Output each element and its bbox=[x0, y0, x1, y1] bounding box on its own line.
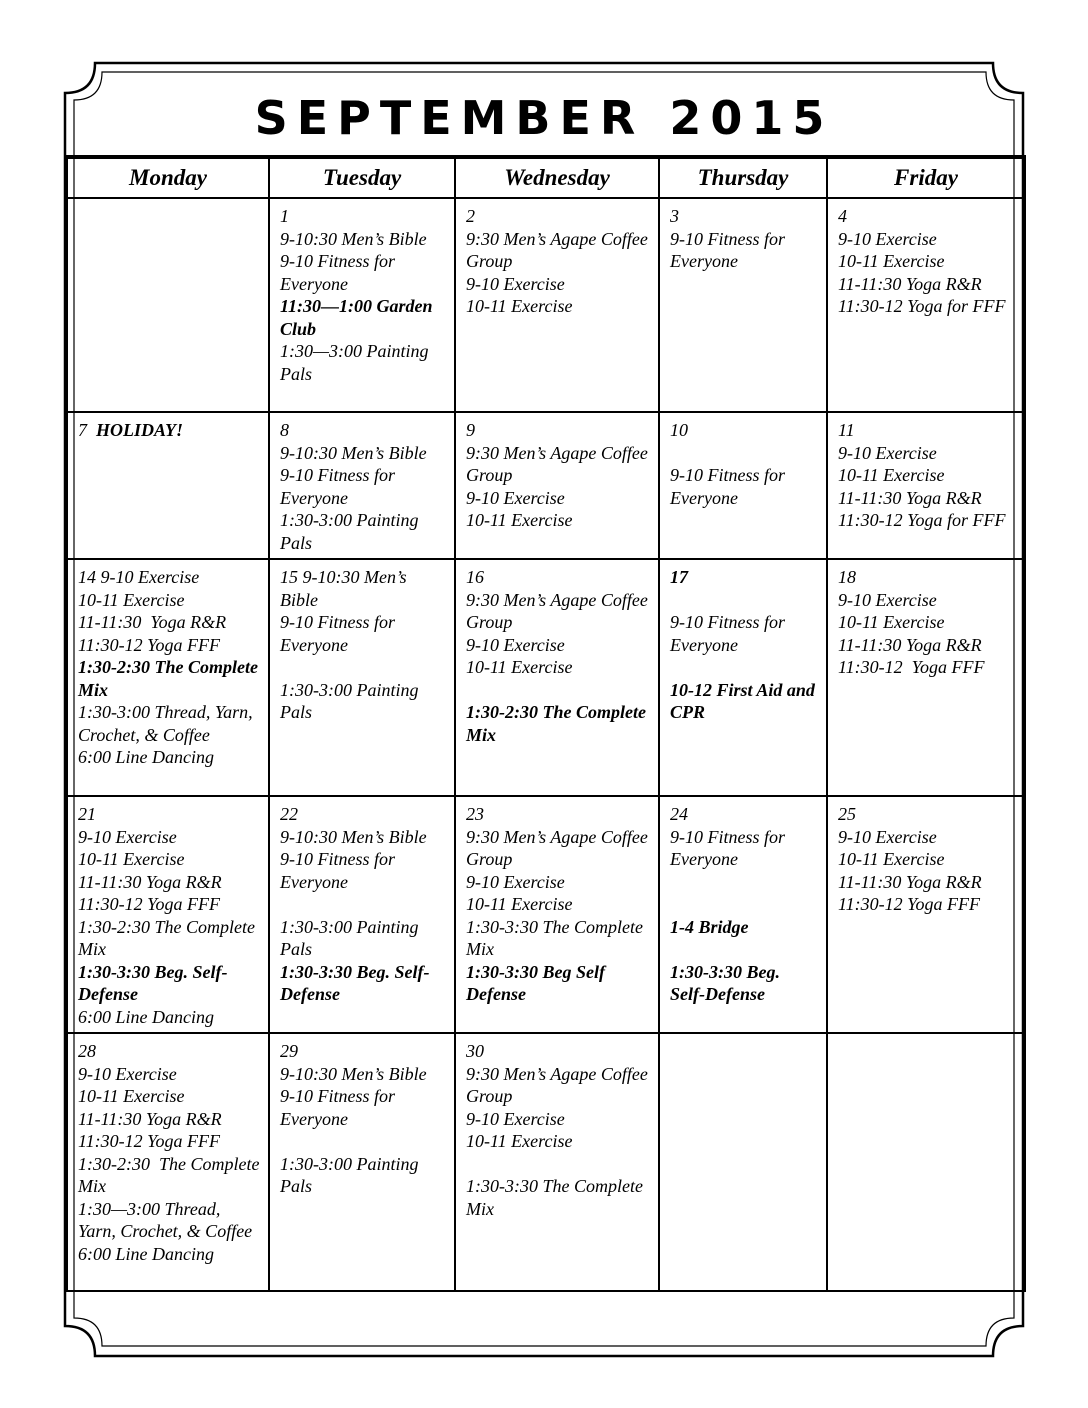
event-line: 11:30-12 Yoga FFF bbox=[78, 1131, 220, 1151]
day-cell-25 bbox=[827, 796, 1025, 1033]
event-line: 9:30 Men’s Agape Coffee Group bbox=[466, 1063, 653, 1106]
event-line: 9-10 Fitness for Everyone bbox=[670, 465, 790, 508]
day-number: 1 bbox=[280, 206, 289, 226]
day-number: 18 bbox=[838, 567, 856, 587]
event-line bbox=[670, 442, 818, 465]
day-cell-28 bbox=[67, 1033, 269, 1291]
event-line: 1:30-3:30 Beg. Self-Defense bbox=[78, 961, 228, 1004]
day-number: 10 bbox=[670, 420, 688, 440]
event-line: 11:30-12 Yoga FFF bbox=[78, 634, 220, 655]
event-line: 10-11 Exercise bbox=[78, 589, 185, 610]
event-line bbox=[280, 656, 446, 679]
event-line: 1:30-3:30 Beg. Self-Defense bbox=[280, 961, 430, 1004]
day-cell-22 bbox=[269, 796, 455, 1033]
event-line bbox=[670, 893, 818, 916]
event-line bbox=[280, 893, 446, 916]
day-cell-1 bbox=[269, 198, 455, 412]
day-number: 21 bbox=[78, 804, 96, 824]
day-cell-8 bbox=[269, 412, 455, 559]
event-line: 9-10 Exercise bbox=[100, 567, 200, 587]
event-line: 6:00 Line Dancing bbox=[78, 747, 214, 767]
day-number: 24 bbox=[670, 804, 688, 824]
day-number: 7 HOLIDAY! bbox=[78, 420, 184, 440]
day-cell-17 bbox=[659, 559, 827, 796]
event-line: 11-11:30 Yoga R&R bbox=[838, 634, 982, 655]
event-line: 9-10 Fitness for Everyone bbox=[280, 251, 400, 294]
day-number: 3 bbox=[670, 206, 679, 226]
event-line: 9:30 Men’s Agape Coffee Group bbox=[466, 228, 653, 271]
day-number: 8 bbox=[280, 420, 289, 440]
event-line bbox=[280, 1130, 446, 1153]
header-friday: Friday bbox=[827, 157, 1025, 198]
event-line: 9-10 Fitness for Everyone bbox=[670, 612, 790, 655]
event-line: 10-11 Exercise bbox=[838, 612, 945, 632]
event-line: 9-10:30 Men’s Bible bbox=[280, 228, 427, 249]
day-cell-11 bbox=[827, 412, 1025, 559]
event-line bbox=[670, 589, 818, 612]
event-line: 9-10 Exercise bbox=[78, 1063, 177, 1084]
event-line: 6:00 Line Dancing bbox=[78, 1006, 214, 1027]
event-line: 11:30—1:00 Garden Club bbox=[280, 296, 437, 339]
event-line: 11-11:30 Yoga R&R bbox=[838, 273, 982, 294]
event-line: 10-11 Exercise bbox=[838, 849, 945, 869]
day-number: 9 bbox=[466, 420, 475, 440]
week-row bbox=[67, 796, 1025, 1033]
event-line: 1:30-3:00 Painting Pals bbox=[280, 916, 423, 959]
event-line: 10-11 Exercise bbox=[78, 1086, 185, 1106]
event-line: 11-11:30 Yoga R&R bbox=[78, 871, 222, 892]
event-line: 10-11 Exercise bbox=[838, 251, 945, 271]
event-line: 11:30-12 Yoga for FFF bbox=[838, 510, 1006, 530]
event-line: 1-4 Bridge bbox=[670, 916, 749, 937]
event-line: 9-10 Exercise bbox=[466, 634, 565, 655]
day-number: 2 bbox=[466, 206, 475, 226]
event-line: 11:30-12 Yoga FFF bbox=[838, 657, 985, 677]
calendar-table bbox=[66, 155, 1026, 1292]
weekday-header-row bbox=[67, 157, 1025, 198]
event-line: 1:30-3:00 Painting Pals bbox=[280, 1153, 423, 1196]
event-line: 9-10 Fitness for Everyone bbox=[670, 228, 790, 271]
event-line: 11-11:30 Yoga R&R bbox=[838, 487, 982, 508]
event-line bbox=[466, 679, 650, 702]
event-line bbox=[466, 1153, 650, 1176]
day-cell-10 bbox=[659, 412, 827, 559]
event-line: 1:30-3:30 The Complete Mix bbox=[466, 1176, 648, 1219]
event-line: 9-10 Fitness for Everyone bbox=[280, 1086, 400, 1129]
event-line: 10-11 Exercise bbox=[466, 657, 573, 677]
event-line: 9-10 Exercise bbox=[466, 1108, 565, 1129]
event-line: 1:30-3:00 Painting Pals bbox=[280, 510, 423, 553]
event-line: 9-10 Fitness for Everyone bbox=[670, 826, 790, 869]
day-cell-4 bbox=[827, 198, 1025, 412]
day-cell-29 bbox=[269, 1033, 455, 1291]
event-line: 10-11 Exercise bbox=[466, 894, 573, 914]
event-line: 9-10:30 Men’s Bible bbox=[280, 442, 427, 463]
day-cell-3 bbox=[659, 198, 827, 412]
event-line: 1:30-3:30 Beg. Self-Defense bbox=[670, 961, 785, 1004]
day-cell-9 bbox=[455, 412, 659, 559]
event-line: 9-10 Exercise bbox=[838, 228, 937, 249]
event-line: 9:30 Men’s Agape Coffee Group bbox=[466, 589, 653, 632]
day-number: 15 9-10:30 Men’s Bible bbox=[280, 567, 412, 610]
day-number: 14 9-10 Exercise bbox=[78, 567, 200, 587]
event-line: 9:30 Men’s Agape Coffee Group bbox=[466, 442, 653, 485]
week-row bbox=[67, 198, 1025, 412]
event-line: 9-10 Exercise bbox=[466, 871, 565, 892]
day-cell-14 bbox=[67, 559, 269, 796]
event-line: 1:30—3:00 Painting Pals bbox=[280, 341, 433, 384]
event-line: 11:30-12 Yoga FFF bbox=[838, 894, 980, 914]
event-line: 9-10 Exercise bbox=[466, 273, 565, 294]
event-line: 9-10:30 Men’s Bible bbox=[280, 1063, 427, 1084]
event-line: 1:30-2:30 The Complete Mix bbox=[78, 916, 260, 959]
day-number: 29 bbox=[280, 1041, 298, 1061]
event-line: 9-10:30 Men’s Bible bbox=[280, 567, 412, 610]
event-line: 9:30 Men’s Agape Coffee Group bbox=[466, 826, 653, 869]
event-line: 1:30-3:00 Painting Pals bbox=[280, 679, 423, 722]
event-line: 1:30—3:00 Thread, Yarn, Crochet, & Coffee bbox=[78, 1198, 253, 1241]
day-cell-16 bbox=[455, 559, 659, 796]
day-number: 22 bbox=[280, 804, 298, 824]
event-line: 1:30-2:30 The Complete Mix bbox=[78, 1153, 264, 1196]
event-line: 6:00 Line Dancing bbox=[78, 1243, 214, 1264]
event-line: 1:30-3:00 Thread, Yarn, Crochet, & Coffee bbox=[78, 702, 258, 745]
day-cell-15 bbox=[269, 559, 455, 796]
event-line: 10-11 Exercise bbox=[838, 465, 945, 485]
event-line: 9-10 Fitness for Everyone bbox=[280, 612, 400, 655]
empty-day-cell bbox=[659, 1033, 827, 1291]
day-number: 16 bbox=[466, 567, 484, 587]
event-line: 9-10 Fitness for Everyone bbox=[280, 849, 400, 892]
event-line: 11-11:30 Yoga R&R bbox=[78, 612, 227, 632]
event-line: 10-12 First Aid and CPR bbox=[670, 679, 820, 722]
day-cell-23 bbox=[455, 796, 659, 1033]
event-line: 1:30-3:30 The Complete Mix bbox=[466, 916, 648, 959]
week-row bbox=[67, 1033, 1025, 1291]
event-line bbox=[670, 871, 818, 894]
event-line: HOLIDAY! bbox=[91, 420, 184, 440]
event-line: 10-11 Exercise bbox=[466, 510, 573, 530]
event-line: 9-10 Exercise bbox=[838, 589, 937, 610]
page-title: SEPTEMBER 2015 bbox=[254, 91, 834, 145]
header-tuesday: Tuesday bbox=[269, 157, 455, 198]
day-cell-18 bbox=[827, 559, 1025, 796]
day-number: 23 bbox=[466, 804, 484, 824]
event-line bbox=[670, 938, 818, 961]
header-wednesday: Wednesday bbox=[455, 157, 659, 198]
day-cell-2 bbox=[455, 198, 659, 412]
day-cell-24 bbox=[659, 796, 827, 1033]
event-line: 10-11 Exercise bbox=[466, 296, 573, 316]
event-line: 9-10:30 Men’s Bible bbox=[280, 826, 427, 847]
event-line: 9-10 Exercise bbox=[78, 826, 177, 847]
event-line: 9-10 Fitness for Everyone bbox=[280, 465, 400, 508]
day-cell-7 bbox=[67, 412, 269, 559]
event-line: 11-11:30 Yoga R&R bbox=[78, 1108, 222, 1129]
day-number: 4 bbox=[838, 206, 847, 226]
event-line: 1:30-3:30 Beg Self Defense bbox=[466, 961, 610, 1004]
event-line: 9-10 Exercise bbox=[466, 487, 565, 508]
day-number: 30 bbox=[466, 1041, 484, 1061]
day-number: 17 bbox=[670, 567, 688, 587]
header-monday: Monday bbox=[67, 157, 269, 198]
event-line: 11:30-12 Yoga for FFF bbox=[838, 296, 1006, 316]
week-row bbox=[67, 559, 1025, 796]
day-number: 28 bbox=[78, 1041, 96, 1061]
day-cell-21 bbox=[67, 796, 269, 1033]
event-line: 9-10 Exercise bbox=[838, 826, 937, 847]
day-number: 11 bbox=[838, 420, 855, 440]
event-line: 1:30-2:30 The Complete Mix bbox=[466, 702, 651, 745]
day-cell-30 bbox=[455, 1033, 659, 1291]
empty-day-cell bbox=[827, 1033, 1025, 1291]
day-number: 25 bbox=[838, 804, 856, 824]
event-line: 9-10 Exercise bbox=[838, 442, 937, 463]
week-row bbox=[67, 412, 1025, 559]
event-line: 11:30-12 Yoga FFF bbox=[78, 894, 220, 914]
event-line: 11-11:30 Yoga R&R bbox=[838, 871, 982, 892]
event-line: 10-11 Exercise bbox=[78, 849, 185, 869]
event-line bbox=[670, 656, 818, 679]
empty-day-cell bbox=[67, 198, 269, 412]
event-line: 1:30-2:30 The Complete Mix bbox=[78, 657, 263, 700]
header-thursday: Thursday bbox=[659, 157, 827, 198]
event-line: 10-11 Exercise bbox=[466, 1131, 573, 1151]
